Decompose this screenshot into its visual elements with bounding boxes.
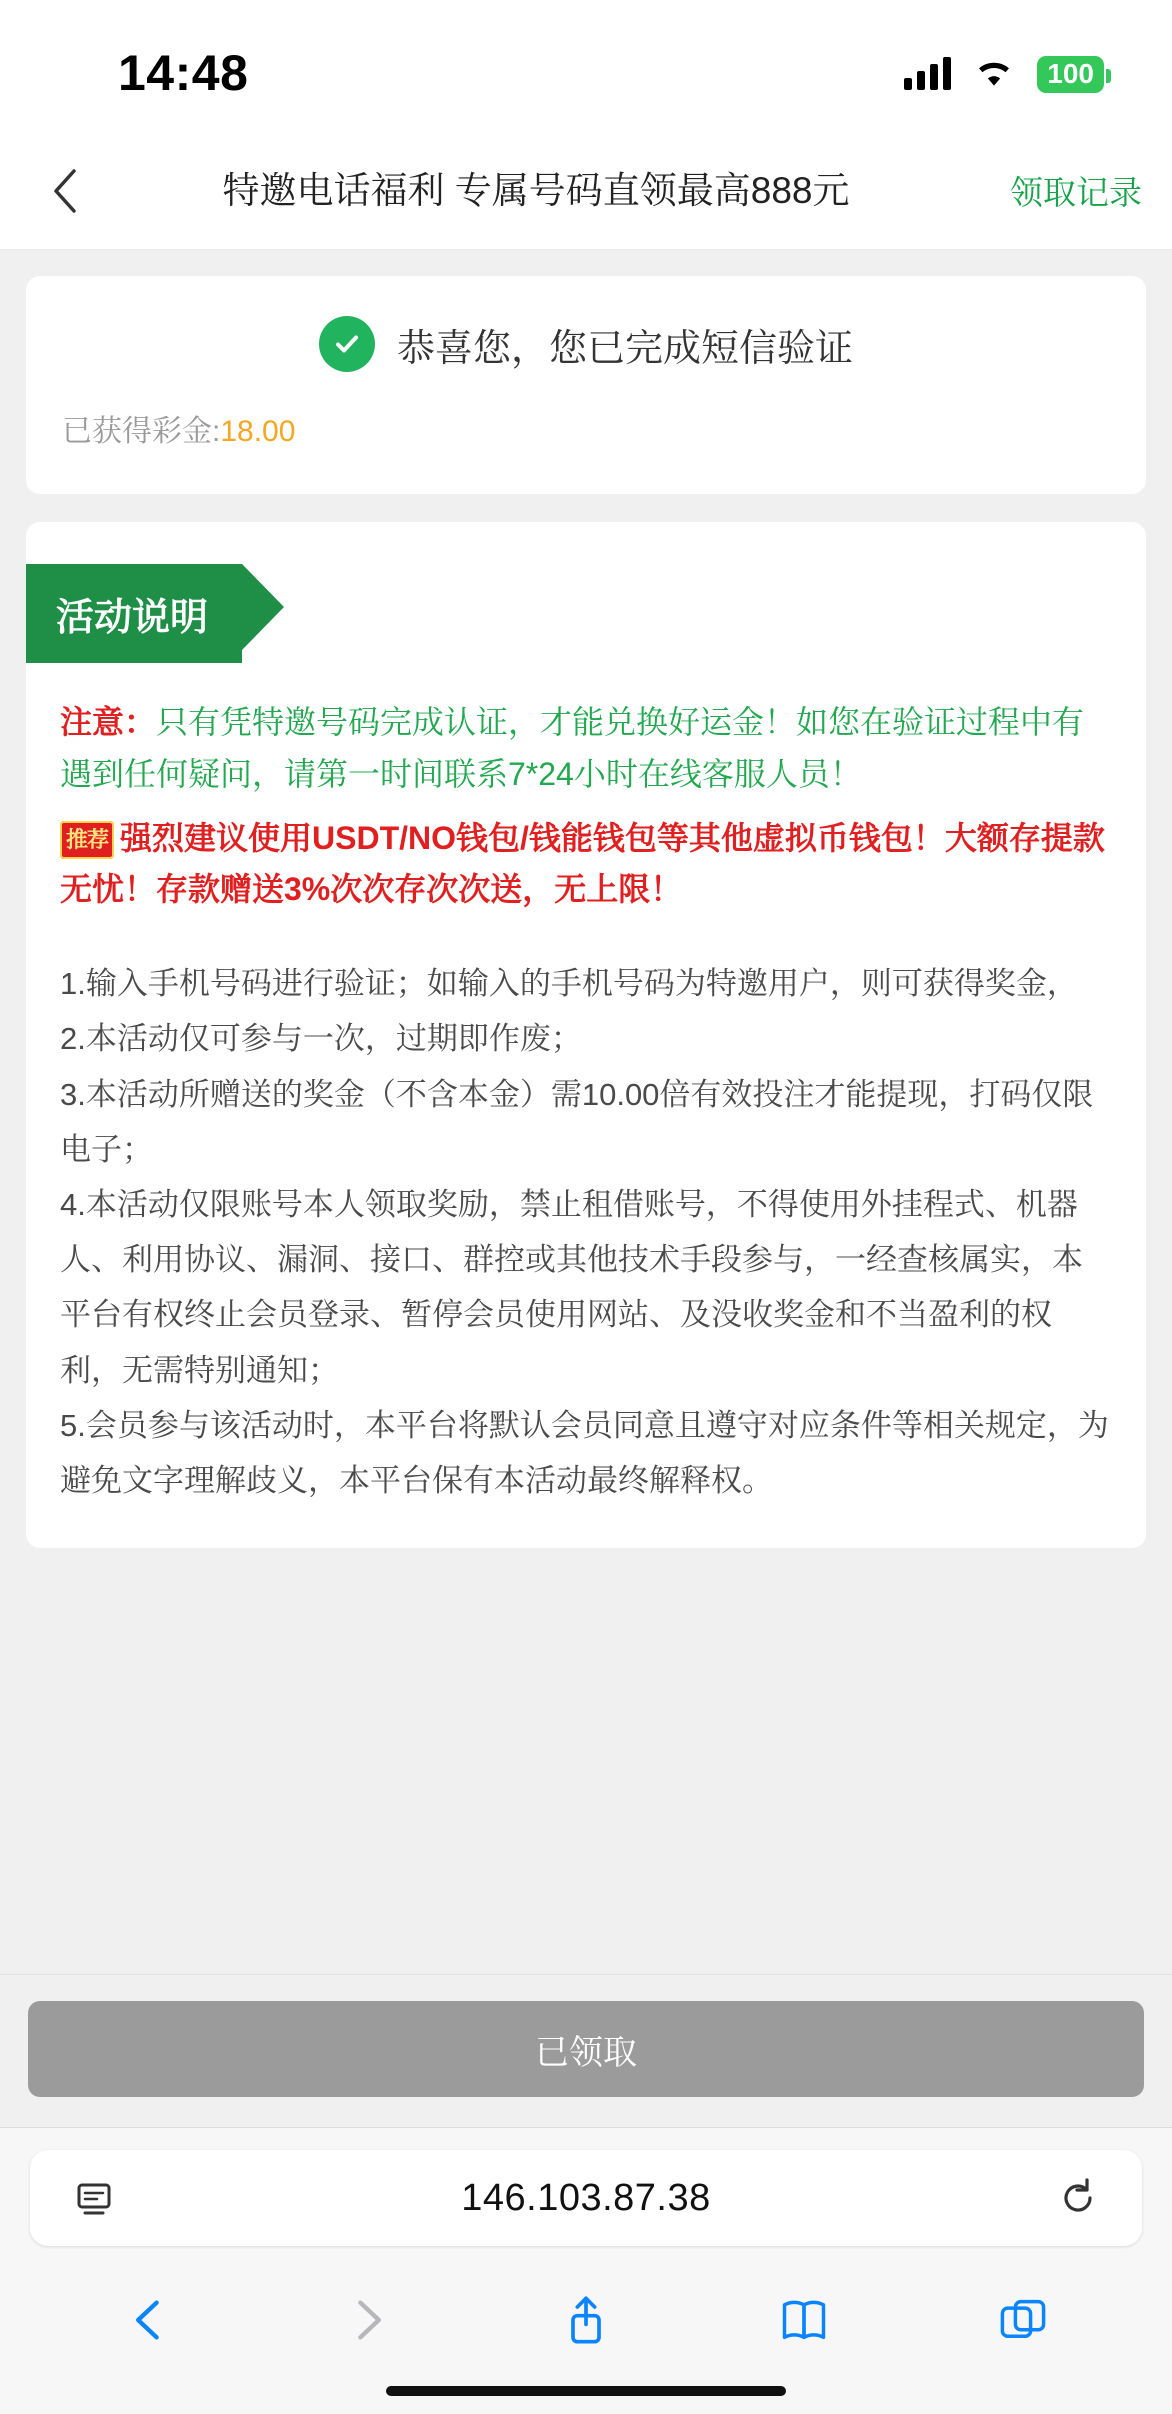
promo-text [60,813,1112,917]
chevron-left-icon [52,169,78,213]
wifi-icon [973,58,1015,90]
home-indicator [386,2386,786,2396]
browser-bookmarks-button[interactable] [759,2280,849,2360]
notice-label: 注意： [60,704,157,740]
verification-success-card [26,276,1146,494]
arrow-right-icon [342,2294,394,2346]
reload-icon[interactable] [1048,2168,1108,2228]
browser-back-button[interactable] [104,2280,194,2360]
bonus-amount: 18.00 [220,415,296,448]
battery-indicator: 100 [1037,56,1104,93]
claim-records-link[interactable]: 领取记录 [1010,174,1142,211]
status-bar [0,0,1172,132]
page-content [0,250,1172,1974]
rules-body [26,663,1146,1508]
browser-share-button[interactable] [541,2280,631,2360]
activity-rules-card [26,522,1146,1548]
notice-text [60,697,1112,801]
share-icon [560,2294,612,2346]
browser-url-bar[interactable] [30,2150,1142,2246]
status-time: 14:48 [118,45,249,101]
status-indicators [904,56,1104,93]
terms-item: 1.输入手机号码进行验证；如输入的手机号码为特邀用户，则可获得奖金， [60,966,1078,1002]
terms-item: 3.本活动所赠送的奖金（不含本金）需10.00倍有效投注才能提现，打码仅限电子； [60,1076,1094,1167]
reader-view-icon[interactable] [64,2168,124,2228]
terms-item: 4.本活动仅限账号本人领取奖励，禁止租借账号，不得使用外挂程式、机器人、利用协议、漏洞、接口、群控或其他技术手段参与，一经查核属实，本平台有权终止会员登录、暂停会员使用网站、及没收奖金和不当盈利的权利，无需特别通知； [60,1187,1083,1388]
nav-bar [0,132,1172,250]
check-circle-icon [319,316,375,372]
claim-button[interactable]: 已领取 [28,2001,1144,2097]
terms-item: 2.本活动仅可参与一次，过期即作废； [60,1021,582,1057]
back-button[interactable] [30,156,100,226]
cellular-bars-icon [904,58,951,90]
terms-list [60,956,1112,1508]
browser-url-bar-container [0,2127,1172,2264]
tabs-icon [997,2294,1049,2346]
rules-ribbon-title: 活动说明 [26,564,242,663]
bonus-label: 已获得彩金: [62,415,221,448]
book-icon [778,2294,830,2346]
terms-item: 5.会员参与该活动时，本平台将默认会员同意且遵守对应条件等相关规定，为避免文字理解歧义，本平台保有本活动最终解释权。 [60,1407,1109,1498]
arrow-left-icon [123,2294,175,2346]
notice-content: 只有凭特邀号码完成认证，才能兑换好运金！如您在验证过程中有遇到任何疑问，请第一时间联系7*24小时在线客服人员！ [60,704,1085,792]
page-title: 特邀电话福利 专属号码直领最高888元 [222,169,850,211]
cta-container [0,1974,1172,2127]
bonus-line [62,406,1110,450]
recommend-badge-icon: 推荐 [60,821,114,859]
promo-content: 强烈建议使用USDT/NO钱包/钱能钱包等其他虚拟币钱包！大额存提款无忧！存款赠送3%次次存次次送，无上限！ [60,819,1105,908]
success-message: 恭喜您，您已完成短信验证 [396,327,853,370]
browser-forward-button[interactable] [323,2280,413,2360]
browser-tabs-button[interactable] [978,2280,1068,2360]
url-text[interactable]: 146.103.87.38 [461,2176,711,2219]
success-row [62,316,1110,372]
